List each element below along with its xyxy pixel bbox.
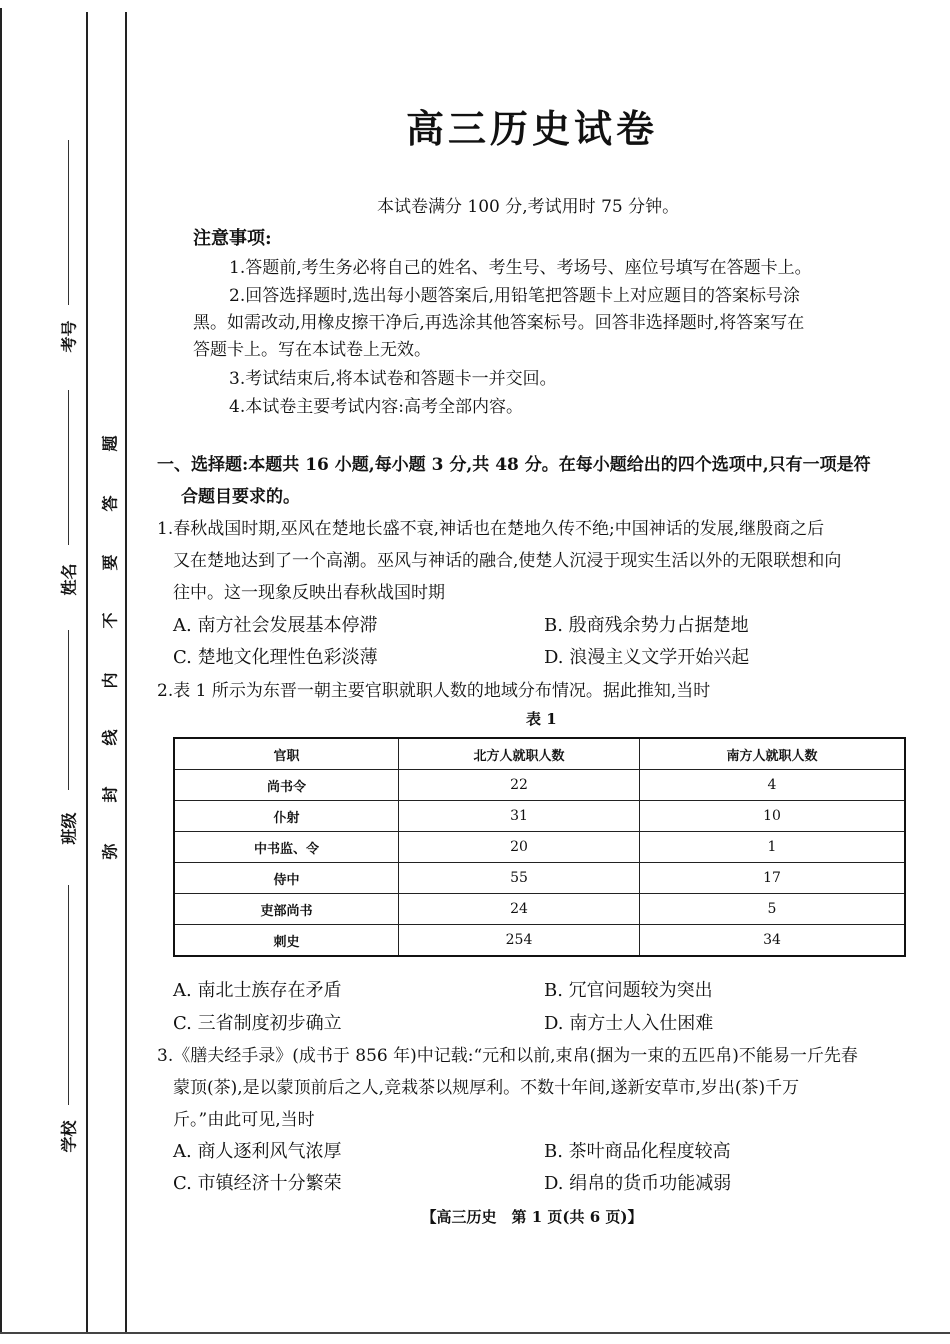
table-row [174, 863, 905, 894]
notice-item: 4.本试卷主要考试内容:高考全部内容。 [229, 397, 523, 417]
question-3-option-c: C. 市镇经济十分繁荣 [173, 1173, 342, 1194]
question-2-option-d: D. 南方士人入仕困难 [544, 1013, 714, 1034]
seal-char: 封 [100, 786, 120, 803]
class-blank[interactable] [68, 630, 69, 790]
table-row [174, 894, 905, 925]
table-header-cell: 南方人就职人数 [640, 738, 906, 770]
name-blank[interactable] [68, 390, 69, 545]
name-label: 姓名 [59, 563, 79, 596]
seal-char: 弥 [100, 843, 120, 860]
question-3-option-b: B. 茶叶商品化程度较高 [544, 1141, 731, 1162]
class-label: 班级 [59, 812, 79, 845]
question-3-stem: 蒙顶(茶),是以蒙顶前后之人,竞栽茶以规厚利。不数十年间,遂新安草市,岁出(茶)千万 [173, 1078, 800, 1098]
section-heading: 一、选择题:本题共 16 小题,每小题 3 分,共 48 分。在每小题给出的四个选项中,只有一项是符 [157, 455, 871, 475]
table-row [174, 801, 905, 832]
question-1-stem: 又在楚地达到了一个高潮。巫风与神话的融合,使楚人沉浸于现实生活以外的无限联想和向 [173, 551, 842, 571]
table-header-cell: 北方人就职人数 [399, 738, 640, 770]
seal-char: 不 [100, 612, 120, 629]
notice-item: 答题卡上。写在本试卷上无效。 [193, 340, 431, 360]
seal-char: 内 [100, 672, 120, 689]
table-row [174, 770, 905, 801]
seal-char: 答 [100, 495, 120, 512]
table-header-cell: 官职 [174, 738, 399, 770]
question-1-stem: 1.春秋战国时期,巫风在楚地长盛不衰,神话也在楚地久传不绝;中国神话的发展,继殷商之后 [157, 519, 825, 539]
south-count-cell: 5 [640, 894, 906, 925]
binding-line-inner [125, 12, 127, 1332]
north-count-cell: 20 [399, 832, 640, 863]
notice-title: 注意事项: [193, 228, 272, 249]
south-count-cell: 10 [640, 801, 906, 832]
exam-number-blank[interactable] [68, 140, 69, 305]
role-cell: 尚书令 [174, 770, 399, 801]
seal-char: 要 [100, 554, 120, 571]
question-1-option-c: C. 楚地文化理性色彩淡薄 [173, 647, 378, 668]
question-3-option-d: D. 绢帛的货币功能减弱 [544, 1173, 732, 1194]
north-count-cell: 254 [399, 925, 640, 957]
north-count-cell: 55 [399, 863, 640, 894]
seal-char: 题 [100, 435, 120, 452]
question-2-option-c: C. 三省制度初步确立 [173, 1013, 342, 1034]
role-cell: 刺史 [174, 925, 399, 957]
table-row [174, 925, 905, 957]
notice-item: 2.回答选择题时,选出每小题答案后,用铅笔把答题卡上对应题目的答案标号涂 [229, 286, 801, 306]
question-2-option-b: B. 冗官问题较为突出 [544, 980, 713, 1001]
table-row [174, 832, 905, 863]
table-header-row [174, 738, 905, 770]
south-count-cell: 17 [640, 863, 906, 894]
notice-item: 黑。如需改动,用橡皮擦干净后,再选涂其他答案标号。回答非选择题时,将答案写在 [193, 313, 805, 333]
question-2-option-a: A. 南北士族存在矛盾 [173, 980, 342, 1001]
south-count-cell: 4 [640, 770, 906, 801]
question-3-stem: 斤。”由此可见,当时 [173, 1110, 315, 1130]
north-count-cell: 24 [399, 894, 640, 925]
exam-number-label: 考号 [59, 320, 79, 353]
school-blank[interactable] [68, 885, 69, 1105]
question-2-stem: 2.表 1 所示为东晋一朝主要官职就职人数的地域分布情况。据此推知,当时 [157, 681, 711, 701]
exam-info: 本试卷满分 100 分,考试用时 75 分钟。 [377, 197, 680, 217]
binding-line-outer [86, 12, 88, 1332]
north-count-cell: 31 [399, 801, 640, 832]
table-caption: 表 1 [526, 710, 557, 728]
section-heading-cont: 合题目要求的。 [181, 487, 300, 507]
page-title: 高三历史试卷 [405, 106, 658, 151]
bottom-edge-line [0, 1332, 950, 1334]
role-cell: 中书监、令 [174, 832, 399, 863]
question-3-option-a: A. 商人逐利风气浓厚 [173, 1141, 342, 1162]
seal-char: 线 [100, 729, 120, 746]
page-edge-line [0, 8, 2, 1332]
notice-item: 3.考试结束后,将本试卷和答题卡一并交回。 [229, 369, 557, 389]
question-1-stem: 往中。这一现象反映出春秋战国时期 [173, 583, 445, 603]
question-1-option-b: B. 殷商残余势力占据楚地 [544, 615, 749, 636]
south-count-cell: 1 [640, 832, 906, 863]
page-footer: 【高三历史 第 1 页(共 6 页)】 [421, 1208, 643, 1226]
question-1-option-a: A. 南方社会发展基本停滞 [173, 615, 378, 636]
question-3-stem: 3.《膳夫经手录》(成书于 856 年)中记载:“元和以前,束帛(捆为一束的五匹帛)不能易一斤先春 [157, 1046, 858, 1066]
notice-item: 1.答题前,考生务必将自己的姓名、考生号、考场号、座位号填写在答题卡上。 [229, 258, 812, 278]
question-1-option-d: D. 浪漫主义文学开始兴起 [544, 647, 750, 668]
school-label: 学校 [59, 1120, 79, 1153]
official-distribution-table [173, 737, 906, 957]
south-count-cell: 34 [640, 925, 906, 957]
role-cell: 吏部尚书 [174, 894, 399, 925]
role-cell: 侍中 [174, 863, 399, 894]
north-count-cell: 22 [399, 770, 640, 801]
role-cell: 仆射 [174, 801, 399, 832]
